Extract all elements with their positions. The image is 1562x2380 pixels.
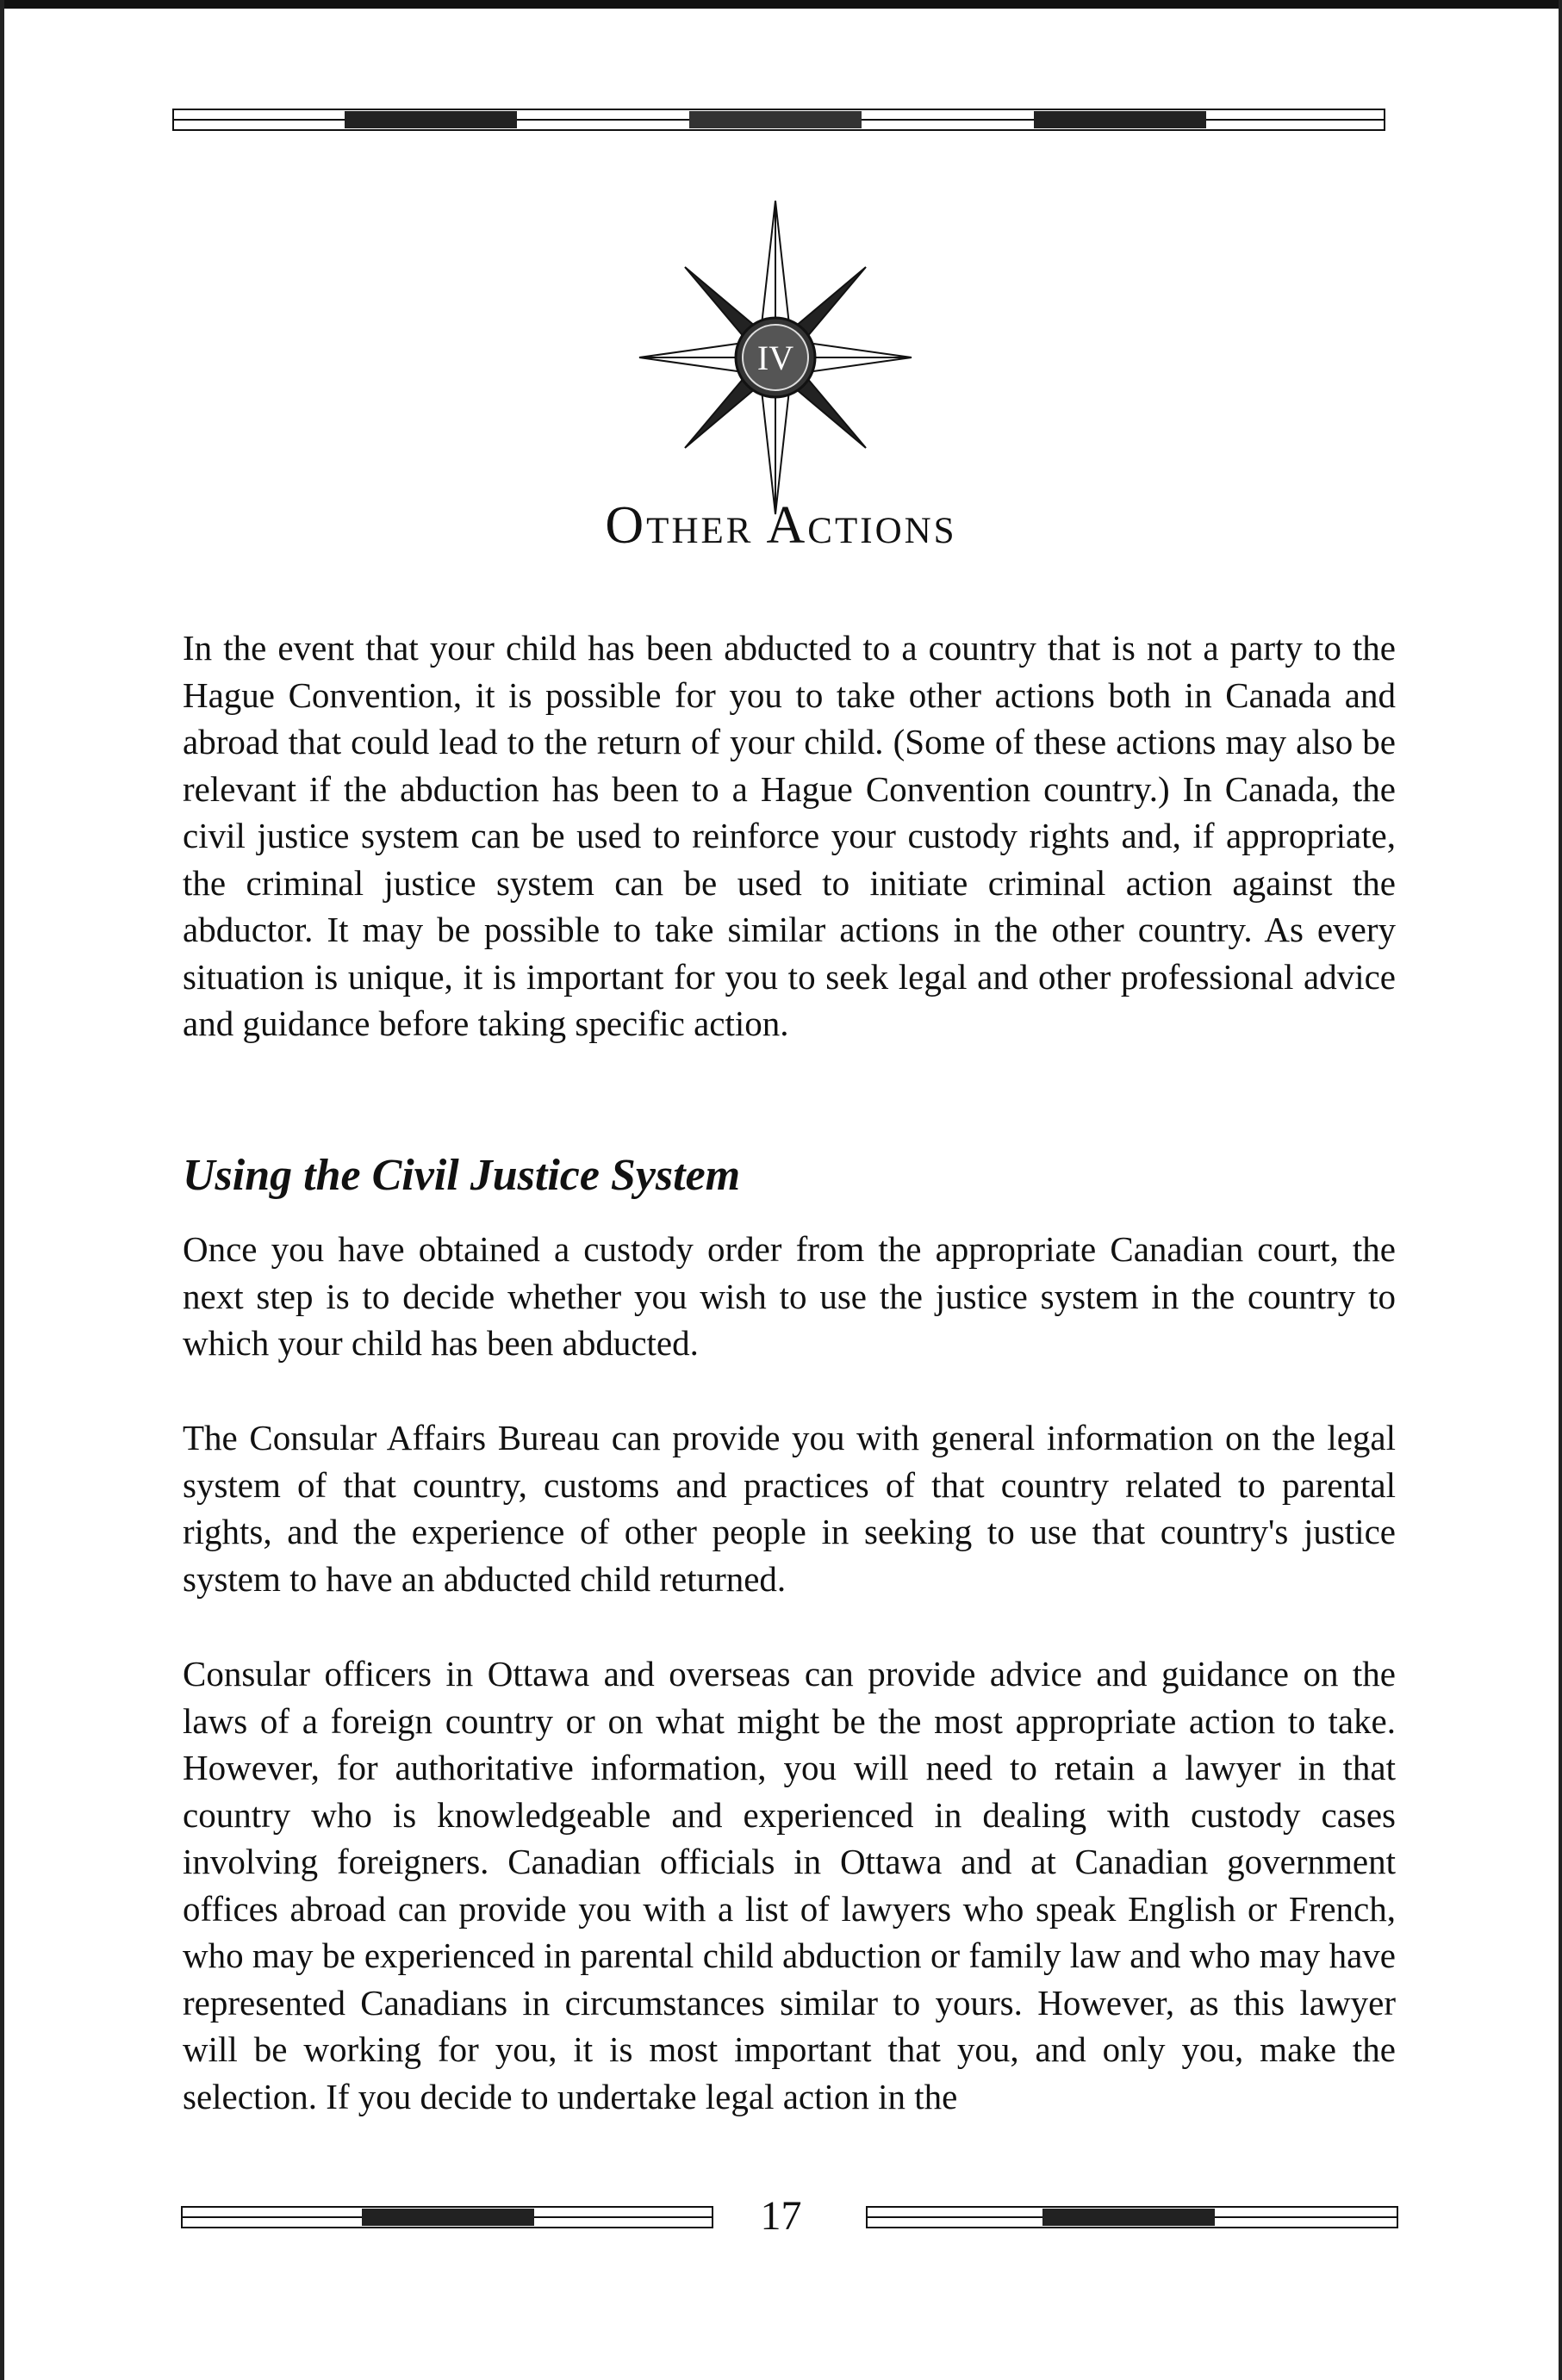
bottom-rule-right bbox=[866, 2205, 1400, 2231]
page-frame-left bbox=[0, 0, 4, 2380]
intro-paragraph: In the event that your child has been abducted to a country that is not a party to the Hague Convention, it is possible for you to take other actions both in Canada and abroad that could lead to the return of your child. (Some of these actions may also be relevant if the abduction has been to a Hague Convention country.) In Canada, the civil justice system can be used to reinforce your custody rights and, if appropriate, the criminal justice system can be used to initiate criminal action against the abductor. It may be possible to take similar actions in the other country. As every situation is unique, it is important for you to seek legal and other professional advice and guidance before taking specific action. bbox=[183, 628, 1396, 1043]
civil-paragraph-1: Once you have obtained a custody order from the appropriate Canadian court, the next step is to decide whether you wish to use the justice system in the country to which your child has been abducted. bbox=[183, 1229, 1396, 1363]
civil-paragraph-3: Consular officers in Ottawa and overseas can provide advice and guidance on the laws of a foreign country or on what might be the most appropriate action to take. However, for authoritative information, you will need to retain a lawyer in that country who is knowledgeable and experienced in dealing with custody cases involving foreigners. Canadian officials in Ottawa and at Canadian government offices abroad can provide you with a list of lawyers who speak English or French, who may be experienced in parental child abduction or family law and who may have represented Canadians in circumstances similar to yours. However, as this lawyer will be working for you, it is most important that you, and only you, make the selection. If you decide to undertake legal action in the bbox=[183, 1654, 1396, 2116]
chapter-title: Other Actions bbox=[605, 496, 957, 555]
page-number: 17 bbox=[760, 2193, 802, 2239]
chapter-numeral: IV bbox=[756, 339, 794, 377]
page-frame-right bbox=[1559, 0, 1562, 2380]
compass-star-ornament bbox=[638, 194, 913, 521]
top-decorative-rule bbox=[172, 108, 1387, 134]
page-frame-top bbox=[0, 0, 1562, 9]
section-heading: Using the Civil Justice System bbox=[183, 1151, 741, 1200]
civil-paragraph-2: The Consular Affairs Bureau can provide you with general information on the legal system of that country, customs and practices of that country related to parental rights, and the experience of other people in seeking to use that country's justice system to have an abducted child returned. bbox=[183, 1418, 1396, 1599]
